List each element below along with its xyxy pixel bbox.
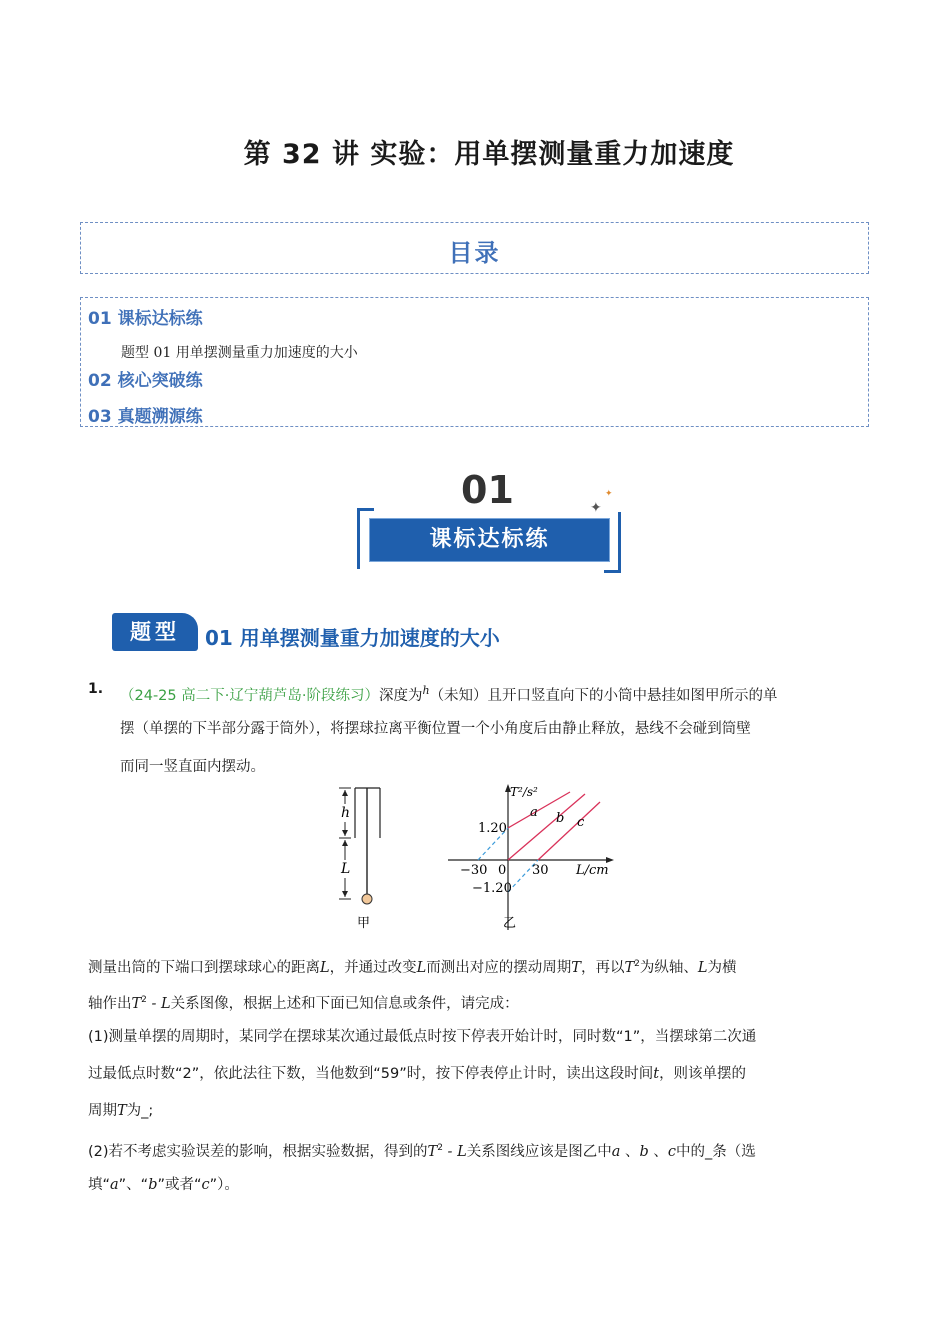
axis-y-label: T²/s² xyxy=(510,785,538,799)
question-stem-line-2: 摆（单摆的下半部分露于筒外），将摆球拉离平衡位置一个小角度后由静止释放，悬线不会碰到筒壁 xyxy=(120,721,751,737)
body-line-2: 轴作出$T^2$ - L关系图像，根据上述和下面已知信息或条件，请完成： xyxy=(88,995,519,1012)
subquestion-1-line-1: (1)测量单摆的周期时，某同学在摆球某次通过最低点时按下停表开始计时，同时数“1”，当摆球第二次通 xyxy=(88,1029,757,1045)
section-banner: 课标达标练 xyxy=(367,516,612,564)
toc-list xyxy=(80,297,869,427)
toc-heading: 目录 xyxy=(448,239,501,267)
body-line-1: 测量出筒的下端口到摆球球心的距离L，并通过改变L而测出对应的摆动周期T，再以$T^2$为纵轴、L为横 xyxy=(88,959,737,976)
question-source: （24-25 高二下·辽宁葫芦岛·阶段练习） xyxy=(120,687,379,704)
subquestion-2-line-2: 填“a”、“b”或者“c”）。 xyxy=(88,1177,239,1193)
toc-item-1[interactable]: 01 课标达标练 xyxy=(88,309,203,329)
tick-x-right: 30 xyxy=(532,863,549,878)
figure-jia xyxy=(325,784,395,934)
tick-y-top: 1.20 xyxy=(478,821,507,836)
question-number: 1. xyxy=(88,681,104,697)
caption-yi: 乙 xyxy=(503,916,517,931)
page-title: 第 32 讲 实验：用单摆测量重力加速度 xyxy=(243,139,735,170)
line-label-a: a xyxy=(530,805,538,820)
sparkle-small-icon: ✦ xyxy=(605,489,613,499)
tick-y-bot: −1.20 xyxy=(472,881,512,896)
label-L: L xyxy=(341,861,351,877)
toc-item-3[interactable]: 03 真题溯源练 xyxy=(88,407,203,427)
tick-x-zero: 0 xyxy=(498,863,507,878)
sparkle-icon: ✦ xyxy=(590,500,602,516)
subquestion-2-line-1: (2)若不考虑实验误差的影响，根据实验数据，得到的$T^2$ - L关系图线应该是图乙中a 、b 、c中的_条（选 xyxy=(88,1143,756,1160)
type-title: 01 用单摆测量重力加速度的大小 xyxy=(205,626,500,650)
line-label-c: c xyxy=(577,815,585,830)
toc-item-2[interactable]: 02 核心突破练 xyxy=(88,371,203,391)
label-h: h xyxy=(341,805,351,821)
section-number: 01 xyxy=(461,468,514,512)
subquestion-1-line-2: 过最低点时数“2”，依此法往下数，当他数到“59”时，按下停表停止计时，读出这段时间t，则该单摆的 xyxy=(88,1066,747,1082)
question-stem-line-1: （24-25 高二下·辽宁葫芦岛·阶段练习）深度为$^h$（未知）且开口竖直向下的小筒中悬挂如图甲所示的单 xyxy=(120,684,778,704)
toc-heading-box xyxy=(80,222,869,274)
caption-jia: 甲 xyxy=(357,916,371,931)
type-badge: 题型 xyxy=(112,613,198,651)
symbol-h: h xyxy=(422,684,430,697)
line-label-b: b xyxy=(556,811,565,826)
figure-yi xyxy=(440,780,620,935)
tick-x-left: −30 xyxy=(460,863,488,878)
toc-subitem-1[interactable]: 题型 01 用单摆测量重力加速度的大小 xyxy=(121,345,358,361)
subquestion-1-line-3: 周期T为_; xyxy=(88,1103,154,1119)
axis-x-label: L/cm xyxy=(576,863,609,878)
question-stem-line-3: 而同一竖直面内摆动。 xyxy=(120,759,265,775)
